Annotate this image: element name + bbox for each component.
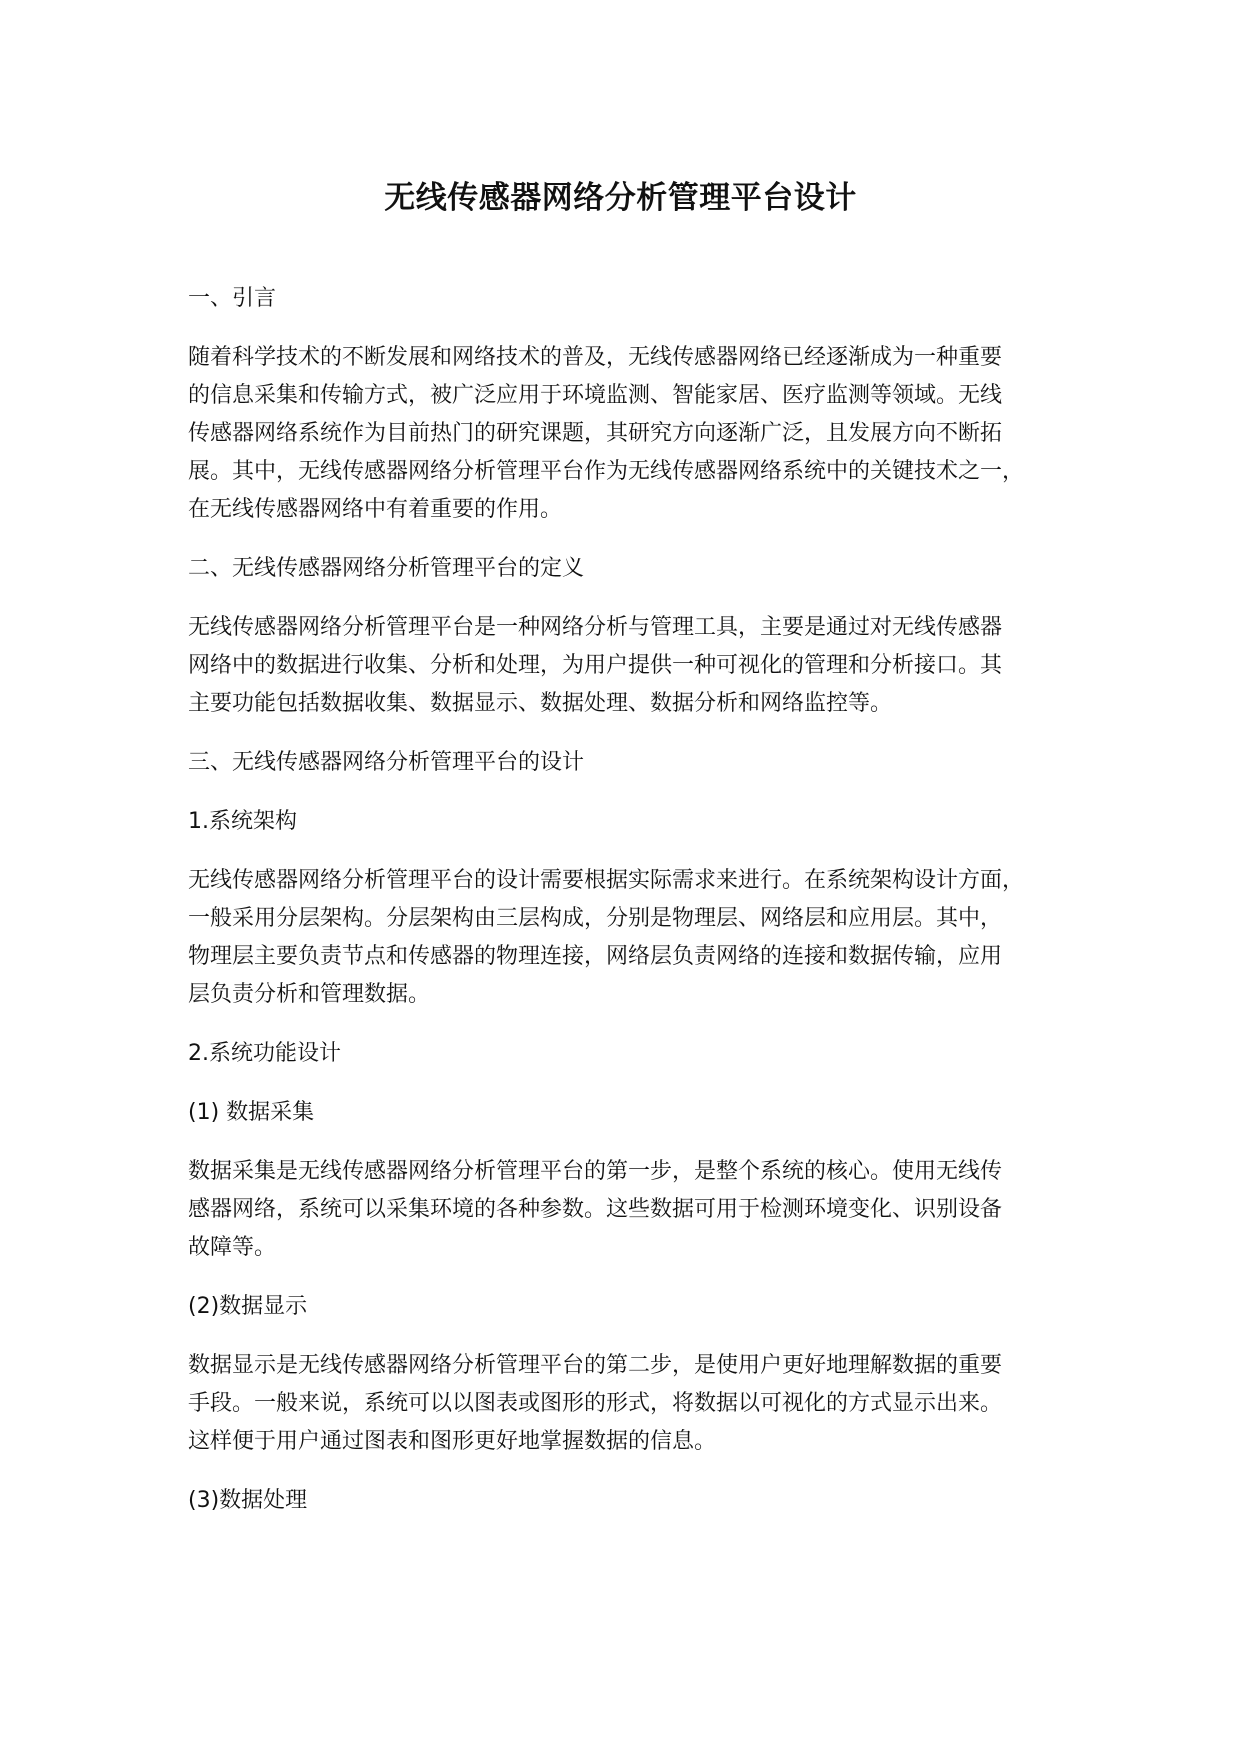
item-data-collection-heading: (1) 数据采集 [188, 1100, 315, 1125]
text-line: 展。其中，无线传感器网络分析管理平台作为无线传感器网络系统中的关键技术之一， [188, 459, 1025, 484]
definition-paragraph [188, 609, 1088, 723]
text-line: 数据显示是无线传感器网络分析管理平台的第二步，是使用户更好地理解数据的重要 [188, 1353, 1003, 1378]
text-line: 数据采集是无线传感器网络分析管理平台的第一步，是整个系统的核心。使用无线传 [188, 1159, 1003, 1184]
text-line: 的信息采集和传输方式，被广泛应用于环境监测、智能家居、医疗监测等领域。无线 [188, 383, 1003, 408]
data-collection-paragraph [188, 1153, 1088, 1267]
text-line: 无线传感器网络分析管理平台是一种网络分析与管理工具，主要是通过对无线传感器 [188, 615, 1003, 640]
text-line: 感器网络，系统可以采集环境的各种参数。这些数据可用于检测环境变化、识别设备 [188, 1197, 1003, 1222]
text-line: 网络中的数据进行收集、分析和处理，为用户提供一种可视化的管理和分析接口。其 [188, 653, 1003, 678]
subsection-architecture-heading: 1.系统架构 [188, 809, 297, 834]
item-data-processing-heading: (3)数据处理 [188, 1488, 308, 1513]
text-line: 这样便于用户通过图表和图形更好地掌握数据的信息。 [188, 1429, 717, 1454]
data-display-paragraph [188, 1347, 1088, 1461]
text-line: 在无线传感器网络中有着重要的作用。 [188, 497, 563, 522]
text-line: 手段。一般来说，系统可以以图表或图形的形式，将数据以可视化的方式显示出来。 [188, 1391, 1003, 1416]
item-data-display-heading: (2)数据显示 [188, 1294, 308, 1319]
text-line: 故障等。 [188, 1235, 277, 1260]
text-line: 无线传感器网络分析管理平台的设计需要根据实际需求来进行。在系统架构设计方面， [188, 868, 1025, 893]
text-line: 物理层主要负责节点和传感器的物理连接，网络层负责网络的连接和数据传输，应用 [188, 944, 1003, 969]
document-body [188, 280, 1088, 1541]
text-line: 层负责分析和管理数据。 [188, 982, 431, 1007]
subsection-function-heading: 2.系统功能设计 [188, 1041, 341, 1066]
architecture-paragraph [188, 862, 1088, 1014]
text-line: 随着科学技术的不断发展和网络技术的普及，无线传感器网络已经逐渐成为一种重要 [188, 345, 1003, 370]
section-3-heading: 三、无线传感器网络分析管理平台的设计 [188, 750, 585, 775]
page-title: 无线传感器网络分析管理平台设计 [384, 180, 857, 216]
section-2-heading: 二、无线传感器网络分析管理平台的定义 [188, 556, 585, 581]
text-line: 传感器网络系统作为目前热门的研究课题，其研究方向逐渐广泛，且发展方向不断拓 [188, 421, 1003, 446]
text-line: 一般采用分层架构。分层架构由三层构成，分别是物理层、网络层和应用层。其中， [188, 906, 1003, 931]
text-line: 主要功能包括数据收集、数据显示、数据处理、数据分析和网络监控等。 [188, 691, 893, 716]
intro-paragraph [188, 339, 1088, 529]
section-1-heading: 一、引言 [188, 286, 277, 311]
